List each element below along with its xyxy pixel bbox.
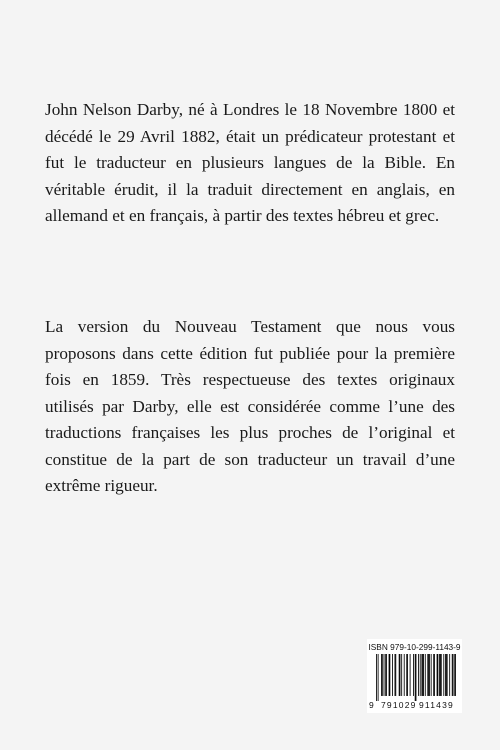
barcode-icon	[376, 654, 456, 701]
barcode-bar	[406, 654, 407, 696]
barcode-bar	[399, 654, 400, 696]
barcode-bar	[441, 654, 442, 696]
barcode-bar	[440, 654, 441, 696]
barcode-bar	[382, 654, 383, 696]
isbn-label: ISBN 979-10-299-1143-9	[368, 642, 461, 652]
barcode-bar	[389, 654, 390, 696]
isbn-barcode-block	[367, 639, 462, 713]
barcode-bar	[437, 654, 438, 696]
barcode-digit-first: 9	[369, 700, 374, 710]
barcode-bar	[378, 654, 379, 701]
blurb-paragraph-2: La version du Nouveau Testament que nous vous proposons dans cette édition fut publiée pour la première fois en 1859. Très respectueuse des textes originaux utilisés par Darby, elle est considérée comme l’une des traductions françaises les plus proches de l’original et constitue de la part de son traducteur un travail d’une extrême rigueur.	[45, 317, 455, 495]
barcode-bar	[384, 654, 385, 696]
barcode-bar	[381, 654, 382, 696]
barcode-bar	[392, 654, 393, 696]
barcode-bar	[386, 654, 387, 696]
barcode-digits-left: 791029	[381, 700, 417, 710]
barcode-bar	[433, 654, 434, 696]
barcode-bar	[427, 654, 428, 696]
barcode-bar	[420, 654, 421, 696]
barcode-bar	[410, 654, 411, 696]
barcode-bar	[437, 654, 438, 696]
barcode-bar	[376, 654, 377, 701]
barcode-bar	[445, 654, 446, 696]
barcode-bar	[400, 654, 401, 696]
barcode-bar	[385, 654, 386, 696]
barcode-bar	[413, 654, 414, 696]
barcode-bar	[428, 654, 429, 696]
barcode-bar	[449, 654, 450, 696]
barcode-bar	[418, 654, 419, 696]
barcode-digits-right: 911439	[419, 700, 454, 710]
barcode-bar	[425, 654, 426, 696]
barcode-bar	[407, 654, 408, 696]
barcode-bar	[395, 654, 396, 696]
barcode-bar	[422, 654, 423, 696]
barcode-bar	[416, 654, 417, 701]
barcode-bar	[434, 654, 435, 696]
barcode-bar	[452, 654, 453, 696]
barcode-bar	[389, 654, 390, 696]
barcode-bar	[446, 654, 447, 696]
barcode-bar	[415, 654, 416, 701]
barcode-bar	[453, 654, 454, 696]
barcode-bar	[439, 654, 440, 696]
barcode-bar	[454, 654, 455, 696]
barcode-bar	[401, 654, 402, 696]
blurb-paragraph-1: John Nelson Darby, né à Londres le 18 Novembre 1800 et décédé le 29 Avril 1882, était un prédicateur protestant et fut le traducteur en plusieurs langues de la Bible. En véritable érudit, il la traduit directement en anglais, en allemand et en français, à partir des textes hébreu et grec.	[45, 100, 455, 225]
barcode-bar	[429, 654, 430, 696]
barcode-bar	[421, 654, 422, 696]
barcode-bar	[443, 654, 444, 696]
barcode-bar	[395, 654, 396, 696]
barcode-bar	[423, 654, 424, 696]
barcode-bar	[455, 654, 456, 696]
barcode-bar	[447, 654, 448, 696]
barcode-bar	[404, 654, 405, 696]
barcode-bar	[431, 654, 432, 696]
